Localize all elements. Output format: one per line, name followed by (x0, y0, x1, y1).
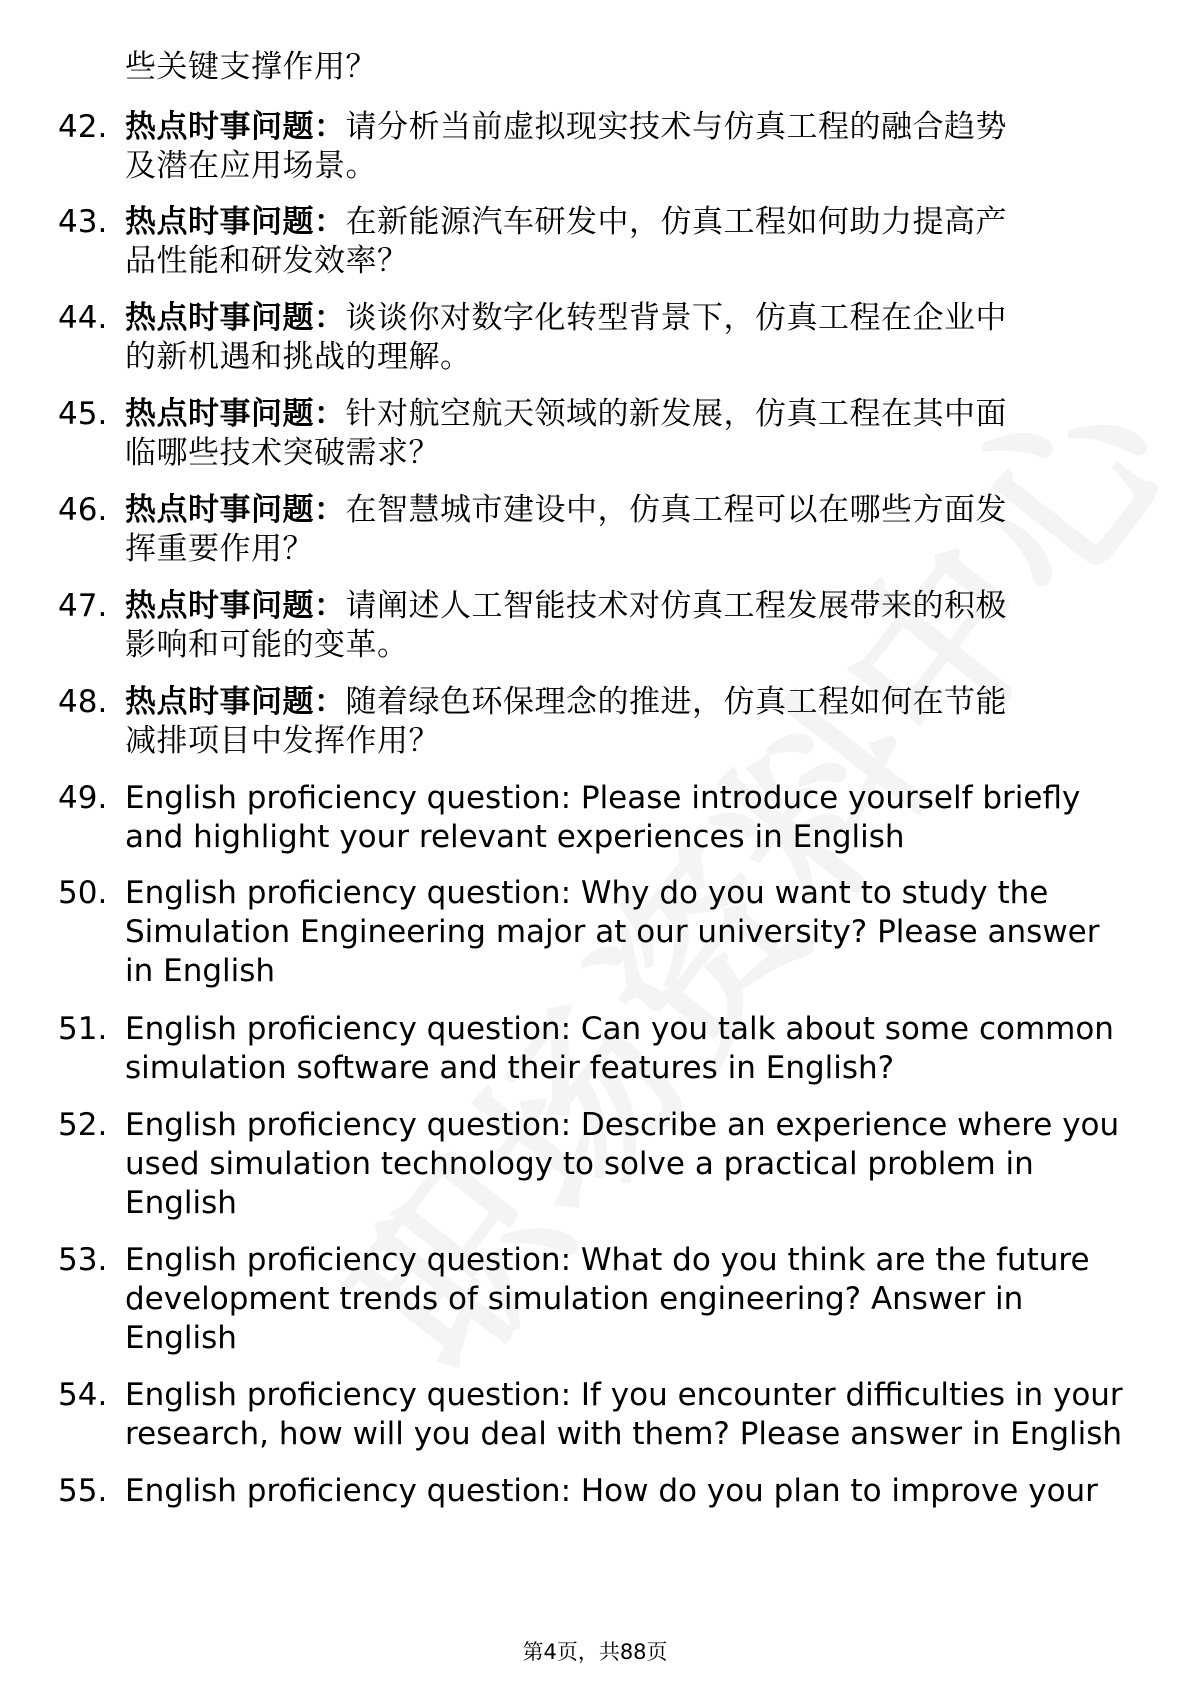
page-number-footer: 第4页，共88页 (522, 1640, 668, 1664)
question-line: research, how will you deal with them? Please answer in English (125, 1416, 1123, 1452)
question-text: 请分析当前虚拟现实技术与仿真工程的融合趋势 (345, 109, 1007, 145)
question-prefix: 热点时事问题： (125, 109, 346, 145)
question-line: English proficiency question: What do you think are the future (125, 1242, 1090, 1278)
question-line: English proficiency question: Please introduce yourself briefly (125, 780, 1081, 816)
question-number: 46. (58, 492, 108, 528)
question-number: 47. (58, 588, 108, 624)
question-line: 挥重要作用？ (125, 531, 314, 567)
question-number: 45. (58, 396, 108, 432)
question-line: English proficiency question: Can you talk about some common (125, 1011, 1114, 1047)
question-number: 54. (58, 1377, 108, 1413)
question-prefix: 热点时事问题： (125, 204, 346, 240)
question-number: 49. (58, 780, 108, 816)
question-line: 及潜在应用场景。 (125, 148, 377, 184)
question-line: English (125, 1320, 237, 1356)
question-prefix: 热点时事问题： (125, 300, 346, 336)
question-line: in English (125, 953, 276, 989)
question-text: 谈谈你对数字化转型背景下，仿真工程在企业中 (345, 300, 1007, 336)
question-line: simulation software and their features in English? (125, 1050, 895, 1086)
question-number: 42. (58, 109, 108, 145)
question-line: English proficiency question: Why do you want to study the (125, 875, 1049, 911)
question-line: 减排项目中发挥作用？ (125, 723, 440, 759)
question-line: 影响和可能的变革。 (125, 627, 409, 663)
question-text: 请阐述人工智能技术对仿真工程发展带来的积极 (345, 588, 1007, 624)
question-text: 在智慧城市建设中，仿真工程可以在哪些方面发 (345, 492, 1007, 528)
question-line (125, 201, 1130, 243)
question-line: 品性能和研发效率？ (125, 243, 409, 279)
question-prefix: 热点时事问题： (125, 396, 346, 432)
question-line: 的新机遇和挑战的理解。 (125, 339, 472, 375)
question-line: English proficiency question: How do you plan to improve your (125, 1473, 1098, 1509)
question-number: 55. (58, 1473, 108, 1509)
question-number: 50. (58, 875, 108, 911)
question-line: development trends of simulation engineering? Answer in (125, 1281, 1024, 1317)
question-prefix: 热点时事问题： (125, 684, 346, 720)
question-line: English (125, 1185, 237, 1221)
question-number: 51. (58, 1011, 108, 1047)
question-line: English proficiency question: If you encounter difficulties in your (125, 1377, 1123, 1413)
continuation-line: 些关键支撑作用？ (125, 49, 377, 85)
question-line: Simulation Engineering major at our university? Please answer (125, 914, 1100, 950)
question-line: English proficiency question: Describe an experience where you (125, 1107, 1120, 1143)
question-line: 临哪些技术突破需求？ (125, 435, 440, 471)
question-number: 48. (58, 684, 108, 720)
question-prefix: 热点时事问题： (125, 492, 346, 528)
question-line: and highlight your relevant experiences in English (125, 819, 905, 855)
question-number: 52. (58, 1107, 108, 1143)
question-line (125, 297, 1130, 339)
question-text: 在新能源汽车研发中，仿真工程如何助力提高产 (345, 204, 1007, 240)
question-line (125, 585, 1130, 627)
question-number: 43. (58, 204, 108, 240)
question-line: used simulation technology to solve a practical problem in (125, 1146, 1034, 1182)
question-line (125, 681, 1130, 723)
question-line (125, 489, 1130, 531)
question-text: 针对航空航天领域的新发展，仿真工程在其中面 (345, 396, 1007, 432)
question-prefix: 热点时事问题： (125, 588, 346, 624)
question-line (125, 393, 1130, 435)
question-number: 44. (58, 300, 108, 336)
question-text: 随着绿色环保理念的推进，仿真工程如何在节能 (345, 684, 1007, 720)
question-number: 53. (58, 1242, 108, 1278)
question-line (125, 106, 1130, 148)
